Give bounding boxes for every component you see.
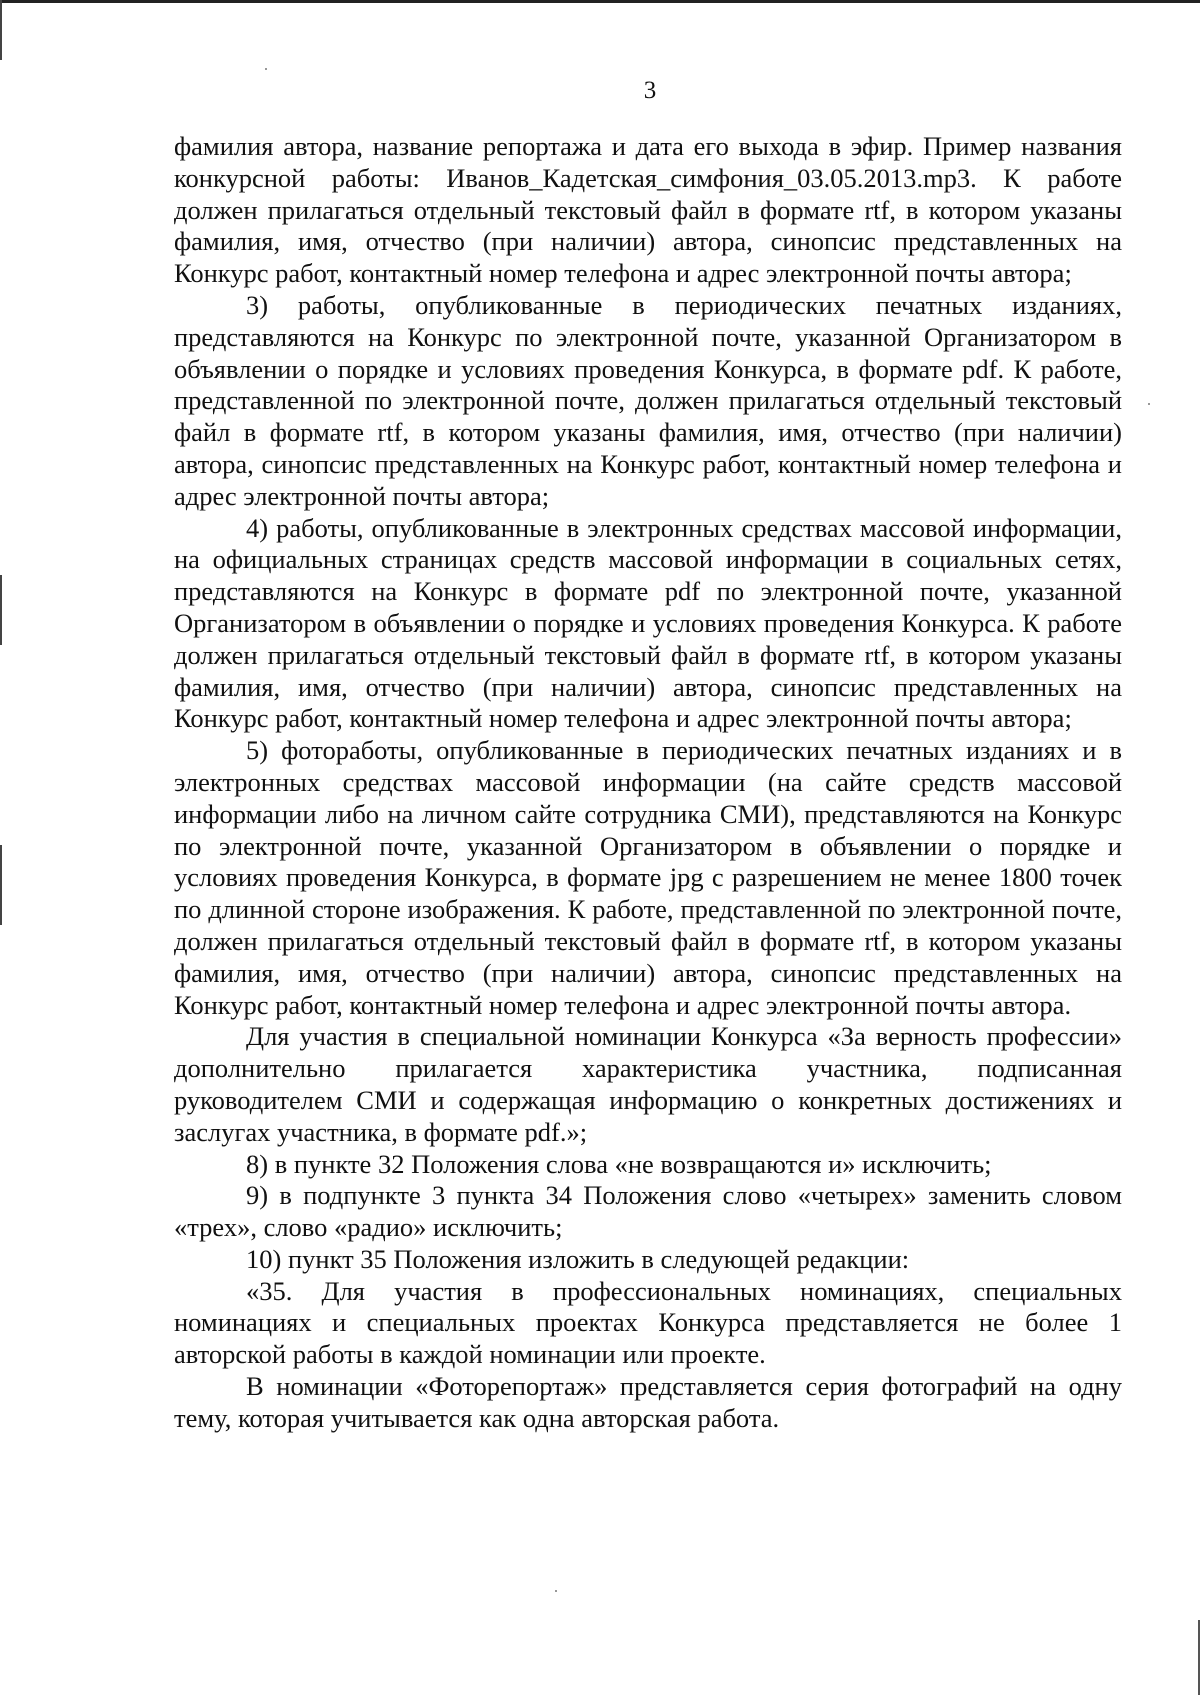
scan-speck bbox=[265, 68, 267, 70]
scan-speck bbox=[555, 1590, 557, 1592]
scan-left-edge-mark bbox=[0, 845, 2, 925]
paragraph-item-5: 5) фоторaботы, опубликованные в периодических печатных изданиях и в электронных средствах массовой информации (на сайте средств массовой информации либо на личном сайте сотрудника СМИ), представляются на Конкурс по электронной почте, указанной Организатором в объявлении о порядке и условиях проведения Конкурса, в формате jpg с разрешением не менее 1800 точек по длинной стороне изображения. К работе, представленной по электронной почте, должен прилагаться отдельный текстовый файл в формате rtf, в котором указаны фамилия, имя, отчество (при наличии) автора, синопсис представленных на Конкурс работ, контактный номер телефона и адрес электронной почты автора. bbox=[174, 735, 1122, 1020]
paragraph-special-nomination: Для участия в специальной номинации Конкурса «За верность профессии» дополнительно прилагается характеристика участника, подписанная руководителем СМИ и содержащая информацию о конкретных достижениях и заслугах участника, в формате pdf.»; bbox=[174, 1021, 1122, 1147]
paragraph-item-8: 8) в пункте 32 Положения слова «не возвращаются и» исключить; bbox=[246, 1148, 992, 1179]
scan-speck bbox=[1148, 403, 1150, 405]
document-body bbox=[174, 131, 1122, 1435]
paragraph-item-3: 3) работы, опубликованные в периодических печатных изданиях, представляются на Конкурс по электронной почте, указанной Организатором в объявлении о порядке и условиях проведения Конкурса, в формате pdf. К работе, представленной по электронной почте, должен прилагаться отдельный текстовый файл в формате rtf, в котором указаны фамилия, имя, отчество (при наличии) автора, синопсис представленных на Конкурс работ, контактный номер телефона и адрес электронной почты автора; bbox=[174, 289, 1122, 511]
paragraph-item-9: 9) в подпункте 3 пункта 34 Положения слово «четырех» заменить словом «трех», слово «радио» исключить; bbox=[174, 1180, 1122, 1243]
scan-left-edge-mark bbox=[0, 575, 2, 645]
paragraph-item-10: 10) пункт 35 Положения изложить в следующей редакции: bbox=[246, 1243, 910, 1274]
paragraph-item-4: 4) работы, опубликованные в электронных средствах массовой информации, на официальных страницах средств массовой информации в социальных сетях, представляются на Конкурс в формате pdf по электронной почте, указанной Организатором в объявлении о порядке и условиях проведения Конкурса. К работе должен прилагаться отдельный текстовый файл в формате rtf, в котором указаны фамилия, имя, отчество (при наличии) автора, синопсис представленных на Конкурс работ, контактный номер телефона и адрес электронной почты автора; bbox=[174, 512, 1122, 734]
page-number: 3 bbox=[643, 77, 657, 104]
scan-top-edge bbox=[0, 0, 1200, 3]
paragraph-clause-35: «35. Для участия в профессиональных номинациях, специальных номинациях и специальных проектах Конкурса представляется не более 1 авторской работы в каждой номинации или проекте. bbox=[174, 1275, 1122, 1370]
scan-left-edge-mark bbox=[0, 0, 2, 60]
paragraph-continuation: фамилия автора, название репортажа и дата его выхода в эфир. Пример названия конкурсной работы: Иванов_Кадетская_симфония_03.05.2013.mp3. К работе должен прилагаться отдельный текстовый файл в формате rtf, в котором указаны фамилия, имя, отчество (при наличии) автора, синопсис представленных на Конкурс работ, контактный номер телефона и адрес электронной почты автора; bbox=[174, 131, 1122, 289]
paragraph-photoreport: В номинации «Фоторепортаж» представляется серия фотографий на одну тему, которая учитывается как одна авторская работа. bbox=[174, 1371, 1122, 1433]
